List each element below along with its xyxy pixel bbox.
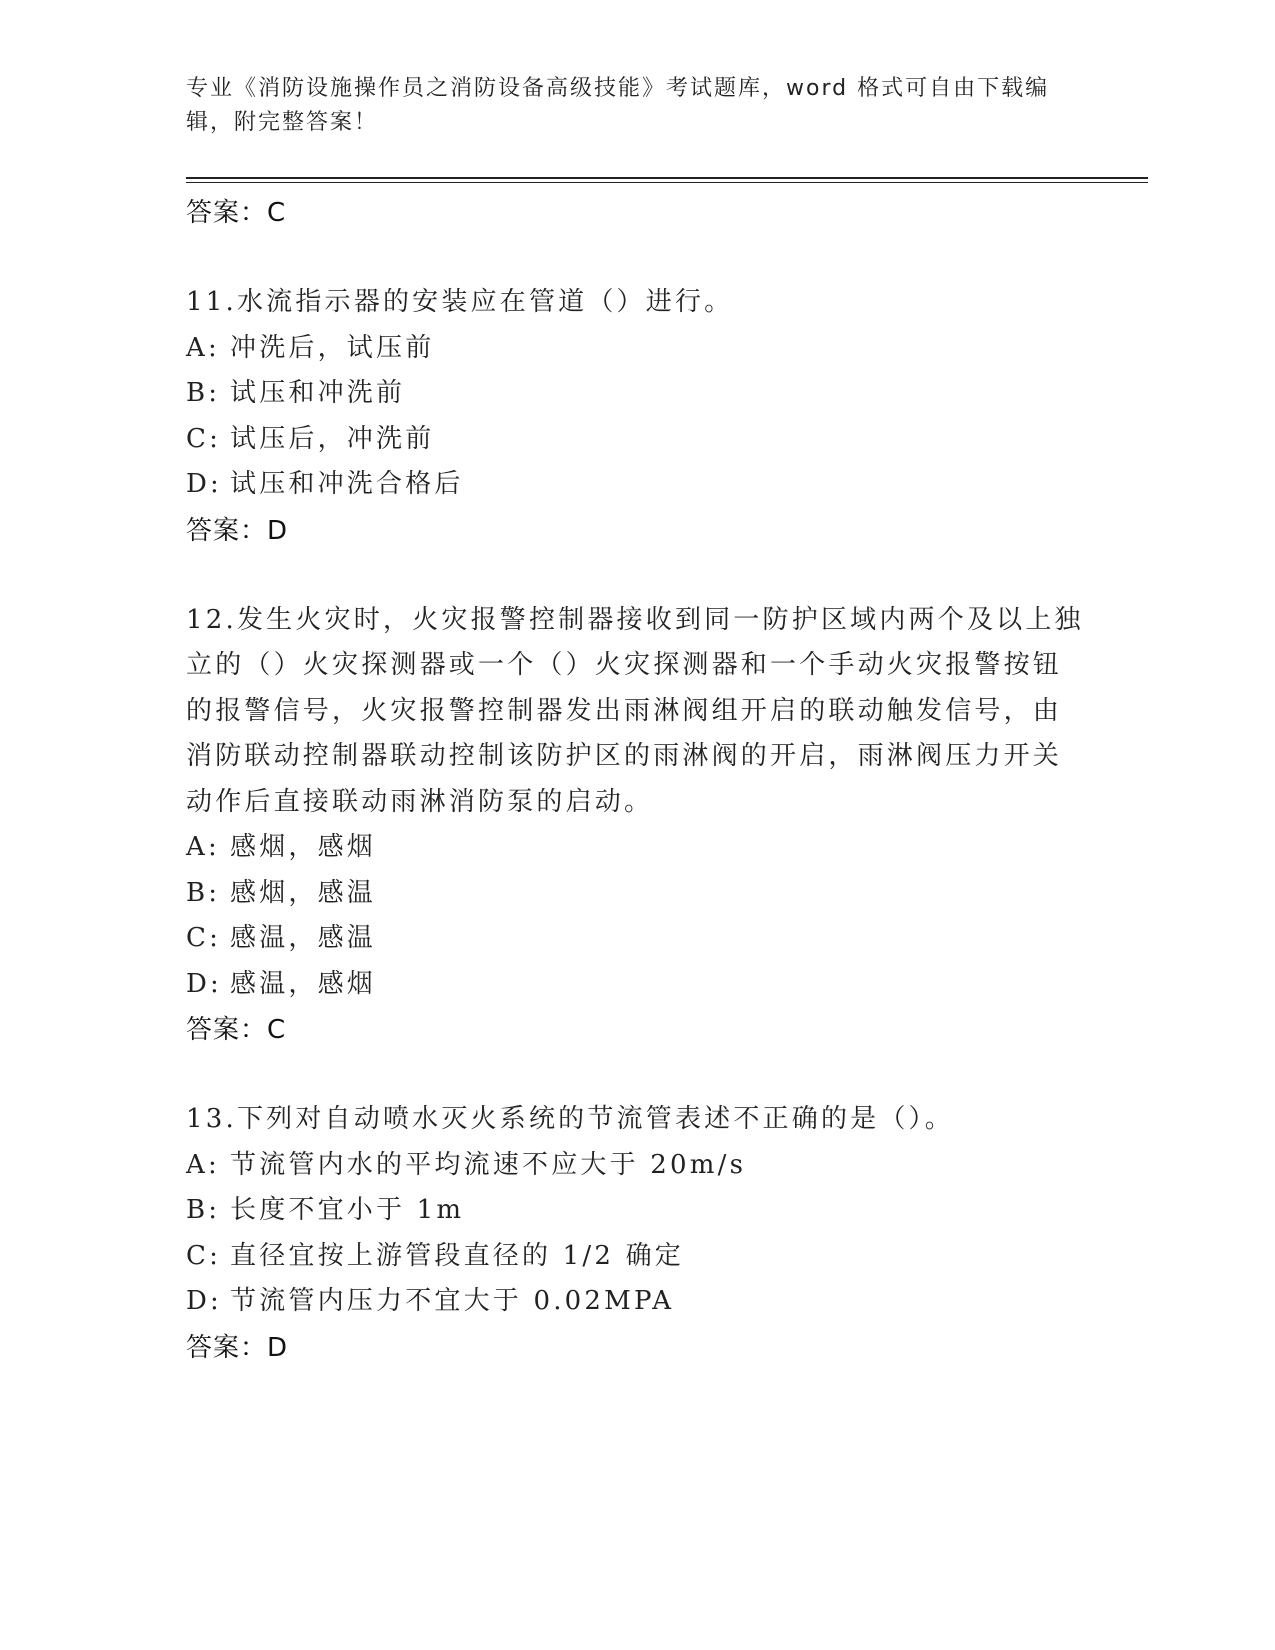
option-c: [186, 417, 1086, 463]
option-key: A:: [186, 832, 220, 862]
option-a: [186, 326, 1086, 372]
option-key: A:: [186, 332, 220, 363]
question-list: [186, 190, 1086, 1371]
option-key: B:: [186, 877, 221, 908]
question-13: [186, 1097, 1086, 1371]
question-12: [186, 598, 1086, 1054]
question-text: 11.水流指示器的安装应在管道（）进行。: [186, 287, 734, 317]
header-divider-thin: [186, 182, 1148, 183]
document-header: 专业《消防设施操作员之消防设备高级技能》考试题库，word 格式可自由下载编辑，附完整答案！: [186, 76, 1050, 135]
option-text: 长度不宜小于 1m: [230, 1195, 465, 1225]
option-key: D:: [186, 469, 223, 499]
spacer: [186, 1053, 1086, 1097]
question-text: 12.发生火灾时，火灾报警控制器接收到同一防护区域内两个及以上独立的（）火灾探测器或一个（）火灾探测器和一个手动火灾报警按钮的报警信号，火灾报警控制器发出雨淋阀组开启的联动触发信号，由消防联动控制器联动控制该防护区的雨淋阀的开启，雨淋阀压力开关动作后直接联动雨淋消防泵的启动。: [186, 604, 1084, 817]
spacer: [186, 554, 1086, 598]
option-text: 冲洗后，试压前: [230, 332, 435, 363]
option-key: C:: [186, 423, 222, 454]
answer-line: 答案：D: [186, 515, 289, 546]
answer-line: 答案：D: [186, 1332, 289, 1363]
option-text: 感烟，感温: [230, 877, 377, 908]
option-key: B:: [186, 1195, 221, 1225]
option-text: 节流管内水的平均流速不应大于 20m/s: [230, 1149, 747, 1180]
option-d: [186, 962, 1086, 1008]
question-text: 13.下列对自动喷水灭火系统的节流管表述不正确的是（）。: [186, 1104, 954, 1134]
option-a: [186, 825, 1086, 871]
option-d: [186, 462, 1086, 508]
option-key: C:: [186, 1240, 222, 1271]
header-divider-thick: [186, 177, 1148, 179]
option-text: 感温，感温: [230, 923, 377, 953]
option-key: D:: [186, 1286, 223, 1316]
option-d: [186, 1279, 1086, 1325]
option-text: 试压和冲洗前: [230, 378, 406, 408]
option-text: 试压和冲洗合格后: [230, 469, 464, 499]
option-key: B:: [186, 378, 221, 408]
spacer: [186, 236, 1086, 280]
option-text: 试压后，冲洗前: [230, 423, 435, 454]
option-text: 直径宜按上游管段直径的 1/2 确定: [230, 1240, 684, 1271]
option-key: C:: [186, 923, 222, 953]
answer-line: 答案：C: [186, 1015, 287, 1045]
option-key: D:: [186, 968, 223, 999]
question-11: [186, 280, 1086, 554]
option-b: [186, 371, 1086, 417]
option-b: [186, 871, 1086, 917]
option-text: 节流管内压力不宜大于 0.02MPA: [230, 1286, 675, 1316]
option-a: [186, 1143, 1086, 1189]
option-text: 感烟，感烟: [230, 832, 377, 862]
option-text: 感温，感烟: [230, 968, 377, 999]
previous-answer: 答案：C: [186, 198, 287, 228]
option-key: A:: [186, 1149, 220, 1180]
option-c: [186, 1234, 1086, 1280]
option-c: [186, 916, 1086, 962]
option-b: [186, 1188, 1086, 1234]
